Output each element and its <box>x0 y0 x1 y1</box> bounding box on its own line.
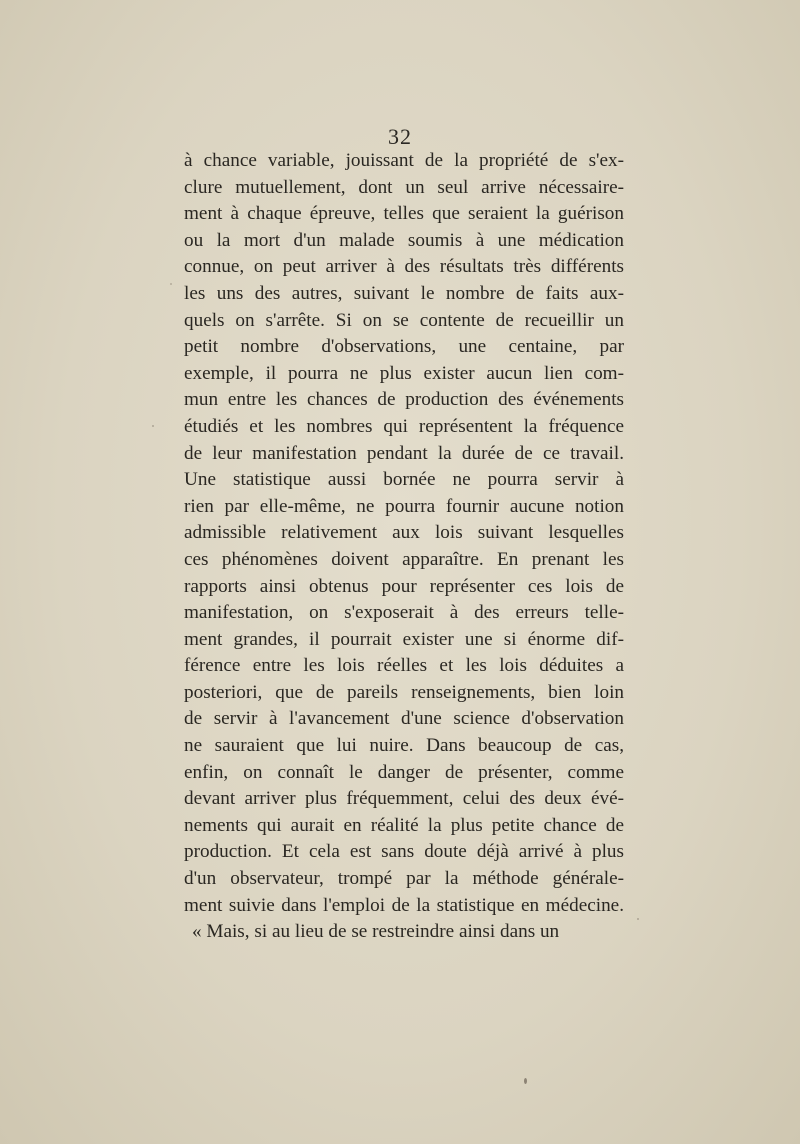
text-line: de leur manifestation pendant la durée de ce travail. <box>184 442 624 464</box>
body-text <box>184 148 624 946</box>
text-line: ces phénomènes doivent apparaître. En prenant les <box>184 548 624 570</box>
text-line: devant arriver plus fréquemment, celui des deux évé- <box>184 788 624 810</box>
text-line: manifestation, on s'exposerait à des erreurs telle- <box>184 602 624 624</box>
paper-spot <box>524 1078 527 1084</box>
text-line: étudiés et les nombres qui représentent la fréquence <box>184 415 624 437</box>
text-line: rien par elle-même, ne pourra fournir aucune notion <box>184 495 624 517</box>
text-line: admissible relativement aux lois suivant lesquelles <box>184 522 624 544</box>
text-line: production. Et cela est sans doute déjà arrivé à plus <box>184 841 624 863</box>
text-line: férence entre les lois réelles et les lois déduites a <box>184 655 624 677</box>
paper-spot <box>152 425 154 427</box>
text-line: petit nombre d'observations, une centaine, par <box>184 336 624 358</box>
text-line: quels on s'arrête. Si on se contente de recueillir un <box>184 309 624 331</box>
text-line: les uns des autres, suivant le nombre de faits aux- <box>184 282 624 304</box>
text-line: « Mais, si au lieu de se restreindre ainsi dans un <box>192 921 560 943</box>
text-line: ment à chaque épreuve, telles que seraient la guérison <box>184 203 624 225</box>
page-number: 32 <box>388 124 412 149</box>
text-line: ou la mort d'un malade soumis à une médication <box>184 229 624 251</box>
text-line: ment grandes, il pourrait exister une si énorme dif- <box>184 628 624 650</box>
text-line: Une statistique aussi bornée ne pourra servir à <box>184 469 624 491</box>
text-line: enfin, on connaît le danger de présenter, comme <box>184 761 624 783</box>
text-line: ment suivie dans l'emploi de la statistique en médecine. <box>184 894 624 916</box>
text-line: rapports ainsi obtenus pour représenter ces lois de <box>184 575 624 597</box>
text-line: exemple, il pourra ne plus exister aucun lien com- <box>184 362 624 384</box>
paper-spot <box>637 918 639 920</box>
text-line: de servir à l'avancement d'une science d'observation <box>184 708 624 730</box>
text-line: posteriori, que de pareils renseignements, bien loin <box>184 681 624 703</box>
text-line: nements qui aurait en réalité la plus petite chance de <box>184 814 624 836</box>
text-line: clure mutuellement, dont un seul arrive nécessaire- <box>184 176 624 198</box>
text-line: ne sauraient que lui nuire. Dans beaucoup de cas, <box>184 735 624 757</box>
text-line: d'un observateur, trompé par la méthode générale- <box>184 868 624 890</box>
text-line: à chance variable, jouissant de la propriété de s'ex- <box>184 150 624 171</box>
paper-spot <box>170 283 172 285</box>
text-line: mun entre les chances de production des événements <box>184 389 624 411</box>
text-line: connue, on peut arriver à des résultats très différents <box>184 256 624 278</box>
